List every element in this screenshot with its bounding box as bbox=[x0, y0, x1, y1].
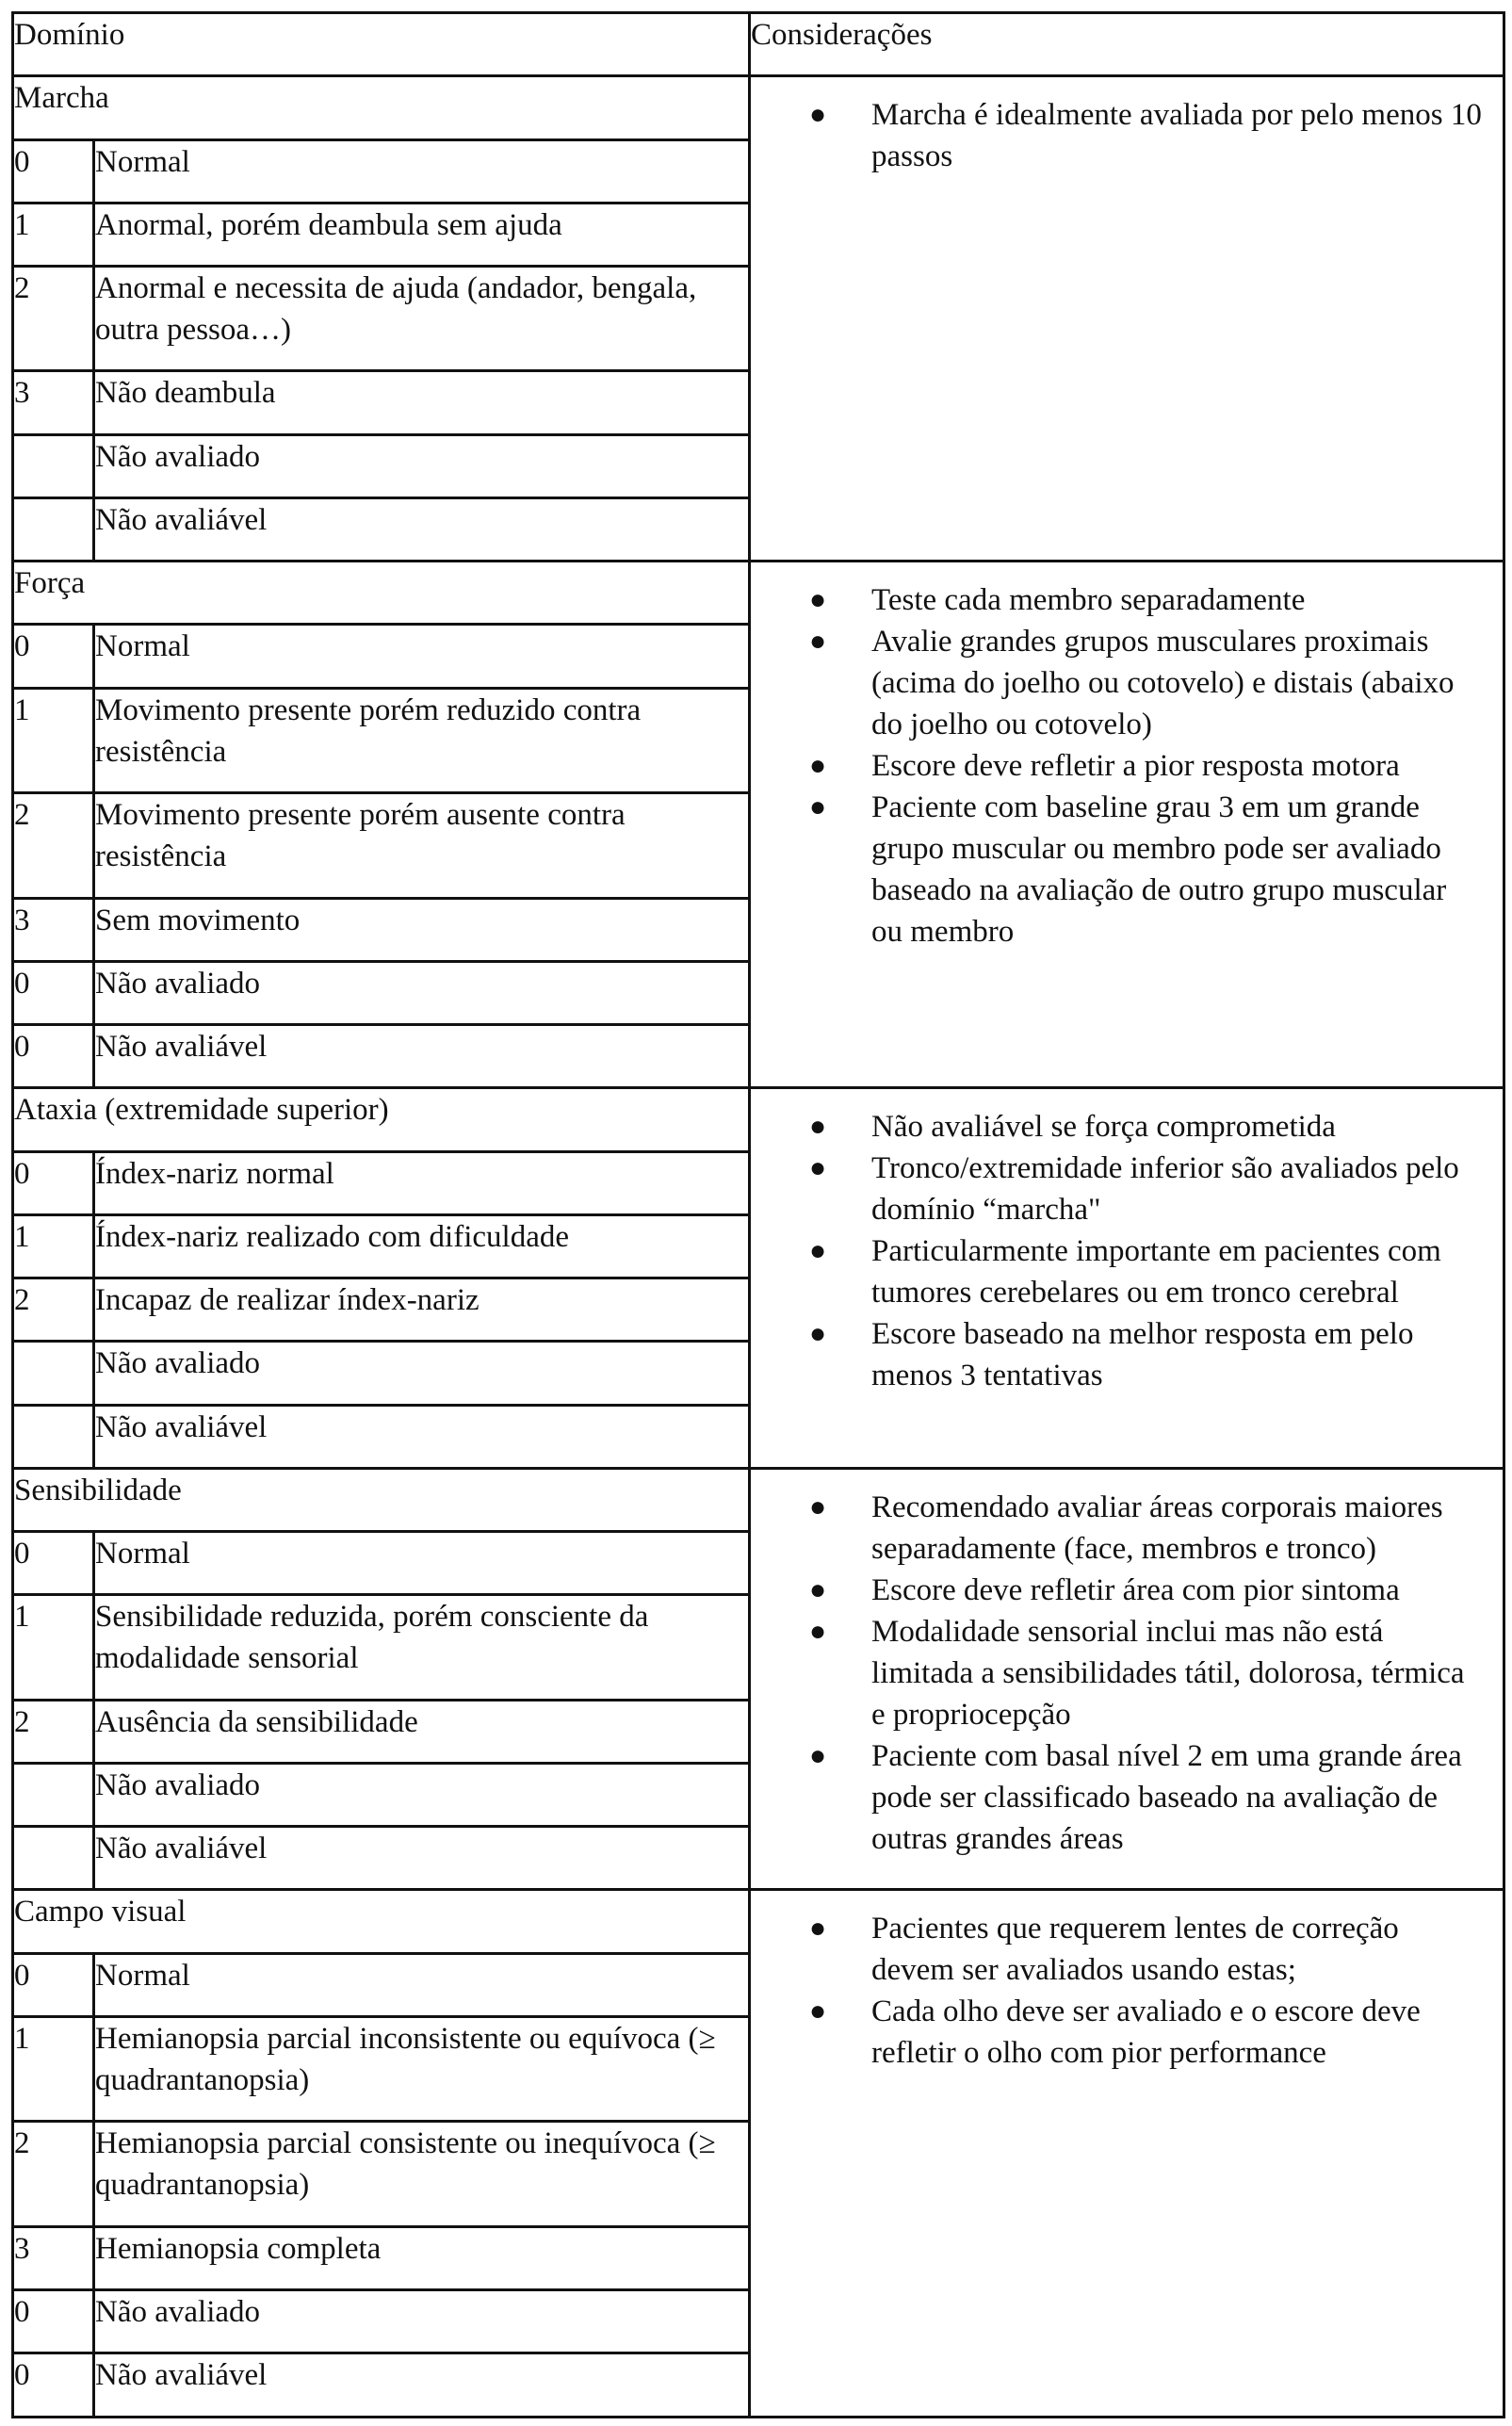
bullet-icon: ● bbox=[809, 1152, 827, 1184]
score-value: 0 bbox=[13, 1025, 94, 1088]
score-value: 2 bbox=[13, 793, 94, 898]
considerations-cell bbox=[750, 562, 1504, 1088]
score-value: 3 bbox=[13, 2226, 94, 2289]
bullet-icon: ● bbox=[809, 626, 827, 658]
consideration-item bbox=[796, 1106, 1484, 1148]
consideration-item bbox=[796, 1611, 1484, 1735]
score-description: Não avaliado bbox=[94, 1763, 750, 1826]
score-description: Não avaliável bbox=[94, 2353, 750, 2418]
header-considerations: Considerações bbox=[750, 13, 1504, 76]
score-value bbox=[13, 434, 94, 497]
consideration-item bbox=[796, 579, 1484, 621]
score-description: Sem movimento bbox=[94, 898, 750, 961]
score-value: 3 bbox=[13, 898, 94, 961]
bullet-icon: ● bbox=[809, 99, 827, 131]
consideration-item bbox=[796, 787, 1484, 952]
consideration-text: Escore baseado na melhor resposta em pelo menos 3 tentativas bbox=[871, 1317, 1414, 1393]
score-description: Normal bbox=[94, 139, 750, 203]
consideration-text: Pacientes que requerem lentes de correção devem ser avaliados usando estas; bbox=[871, 1912, 1399, 1988]
score-value: 2 bbox=[13, 1278, 94, 1342]
score-value: 0 bbox=[13, 625, 94, 688]
bullet-icon: ● bbox=[809, 1913, 827, 1945]
consideration-item bbox=[796, 1735, 1484, 1860]
bullet-icon: ● bbox=[809, 1995, 827, 2027]
consideration-item bbox=[796, 745, 1484, 787]
bullet-icon: ● bbox=[809, 791, 827, 823]
score-description: Anormal, porém deambula sem ajuda bbox=[94, 203, 750, 266]
consideration-text: Não avaliável se força comprometida bbox=[871, 1110, 1336, 1145]
score-description: Sensibilidade reduzida, porém consciente da modalidade sensorial bbox=[94, 1595, 750, 1700]
score-value: 0 bbox=[13, 2353, 94, 2418]
consideration-item bbox=[796, 1313, 1484, 1396]
consideration-item bbox=[796, 1570, 1484, 1611]
score-value bbox=[13, 1827, 94, 1890]
score-value: 2 bbox=[13, 267, 94, 371]
score-description: Não avaliável bbox=[94, 1405, 750, 1468]
score-value: 0 bbox=[13, 1532, 94, 1595]
consideration-item bbox=[796, 1991, 1484, 2074]
score-value: 0 bbox=[13, 1151, 94, 1214]
consideration-text: Paciente com basal nível 2 em uma grande área pode ser classificado baseado na avaliação de outras grandes áreas bbox=[871, 1738, 1462, 1856]
score-description: Normal bbox=[94, 1532, 750, 1595]
bullet-icon: ● bbox=[809, 750, 827, 782]
bullet-icon: ● bbox=[809, 1111, 827, 1143]
considerations-list bbox=[751, 1891, 1503, 2074]
header-domain: Domínio bbox=[13, 13, 750, 76]
consideration-text: Marcha é idealmente avaliada por pelo menos 10 passos bbox=[871, 98, 1482, 174]
score-value: 0 bbox=[13, 139, 94, 203]
score-description: Não avaliado bbox=[94, 434, 750, 497]
score-description: Hemianopsia completa bbox=[94, 2226, 750, 2289]
bullet-icon: ● bbox=[809, 1615, 827, 1647]
score-value: 2 bbox=[13, 2122, 94, 2226]
score-value: 0 bbox=[13, 1953, 94, 2016]
score-description: Hemianopsia parcial consistente ou inequívoca (≥ quadrantanopsia) bbox=[94, 2122, 750, 2226]
section-title-row bbox=[13, 1890, 1504, 1953]
considerations-cell bbox=[750, 1088, 1504, 1469]
consideration-text: Escore deve refletir área com pior sintoma bbox=[871, 1572, 1400, 1607]
consideration-text: Tronco/extremidade inferior são avaliados pelo domínio “marcha" bbox=[871, 1151, 1459, 1228]
bullet-icon: ● bbox=[809, 1318, 827, 1350]
score-value bbox=[13, 1763, 94, 1826]
considerations-cell bbox=[750, 76, 1504, 562]
consideration-text: Particularmente importante em pacientes com tumores cerebelares ou em tronco cerebral bbox=[871, 1234, 1441, 1311]
score-value bbox=[13, 1405, 94, 1468]
bullet-icon: ● bbox=[809, 1490, 827, 1522]
score-description: Índex-nariz normal bbox=[94, 1151, 750, 1214]
score-value: 0 bbox=[13, 961, 94, 1024]
score-description: Anormal e necessita de ajuda (andador, bengala, outra pessoa…) bbox=[94, 267, 750, 371]
score-value: 1 bbox=[13, 1595, 94, 1700]
score-description: Não deambula bbox=[94, 371, 750, 434]
assessment-table bbox=[11, 11, 1505, 2418]
score-description: Não avaliável bbox=[94, 1025, 750, 1088]
section-title-row bbox=[13, 76, 1504, 139]
considerations-list bbox=[751, 1470, 1503, 1860]
score-value bbox=[13, 1342, 94, 1405]
consideration-text: Paciente com baseline grau 3 em um grande grupo muscular ou membro pode ser avaliado baseado na avaliação de outro grupo muscular ou membro bbox=[871, 790, 1447, 950]
score-description: Incapaz de realizar índex-nariz bbox=[94, 1278, 750, 1342]
score-description: Hemianopsia parcial inconsistente ou equívoca (≥ quadrantanopsia) bbox=[94, 2016, 750, 2121]
score-description: Não avaliável bbox=[94, 1827, 750, 1890]
score-description: Normal bbox=[94, 625, 750, 688]
considerations-list bbox=[751, 1089, 1503, 1396]
score-description: Não avaliado bbox=[94, 2290, 750, 2353]
consideration-item bbox=[796, 1487, 1484, 1570]
section-title: Ataxia (extremidade superior) bbox=[13, 1088, 750, 1151]
considerations-list bbox=[751, 77, 1503, 177]
section-title-row bbox=[13, 1468, 1504, 1531]
section-title: Marcha bbox=[13, 76, 750, 139]
section-title-row bbox=[13, 1088, 1504, 1151]
score-value: 1 bbox=[13, 203, 94, 266]
score-description: Ausência da sensibilidade bbox=[94, 1700, 750, 1763]
consideration-item bbox=[796, 1230, 1484, 1313]
score-value: 3 bbox=[13, 371, 94, 434]
considerations-cell bbox=[750, 1890, 1504, 2418]
consideration-item bbox=[796, 1908, 1484, 1991]
consideration-item bbox=[796, 1148, 1484, 1230]
score-description: Índex-nariz realizado com dificuldade bbox=[94, 1214, 750, 1278]
score-value: 0 bbox=[13, 2290, 94, 2353]
score-value: 1 bbox=[13, 688, 94, 792]
consideration-text: Cada olho deve ser avaliado e o escore deve refletir o olho com pior performance bbox=[871, 1995, 1421, 2071]
bullet-icon: ● bbox=[809, 1235, 827, 1267]
score-description: Não avaliado bbox=[94, 961, 750, 1024]
consideration-text: Avalie grandes grupos musculares proximais (acima do joelho ou cotovelo) e distais (abaixo do joelho ou cotovelo) bbox=[871, 625, 1455, 742]
consideration-text: Modalidade sensorial inclui mas não está limitada a sensibilidades tátil, dolorosa, térmica e propriocepção bbox=[871, 1614, 1465, 1732]
score-description: Não avaliável bbox=[94, 497, 750, 561]
consideration-text: Teste cada membro separadamente bbox=[871, 583, 1306, 618]
score-description: Movimento presente porém reduzido contra resistência bbox=[94, 688, 750, 792]
score-value: 2 bbox=[13, 1700, 94, 1763]
section-title: Sensibilidade bbox=[13, 1468, 750, 1531]
consideration-text: Recomendado avaliar áreas corporais maiores separadamente (face, membros e tronco) bbox=[871, 1490, 1443, 1566]
section-title: Força bbox=[13, 562, 750, 625]
considerations-list bbox=[751, 562, 1503, 952]
score-value: 1 bbox=[13, 1214, 94, 1278]
section-title: Campo visual bbox=[13, 1890, 750, 1953]
bullet-icon: ● bbox=[809, 1739, 827, 1771]
considerations-cell bbox=[750, 1468, 1504, 1890]
score-value: 1 bbox=[13, 2016, 94, 2121]
score-description: Movimento presente porém ausente contra resistência bbox=[94, 793, 750, 898]
bullet-icon: ● bbox=[809, 1573, 827, 1605]
consideration-text: Escore deve refletir a pior resposta motora bbox=[871, 749, 1400, 784]
consideration-item bbox=[796, 621, 1484, 745]
score-description: Não avaliado bbox=[94, 1342, 750, 1405]
score-description: Normal bbox=[94, 1953, 750, 2016]
section-title-row bbox=[13, 562, 1504, 625]
score-value bbox=[13, 497, 94, 561]
bullet-icon: ● bbox=[809, 584, 827, 616]
consideration-item bbox=[796, 94, 1484, 177]
header-row bbox=[13, 13, 1504, 76]
